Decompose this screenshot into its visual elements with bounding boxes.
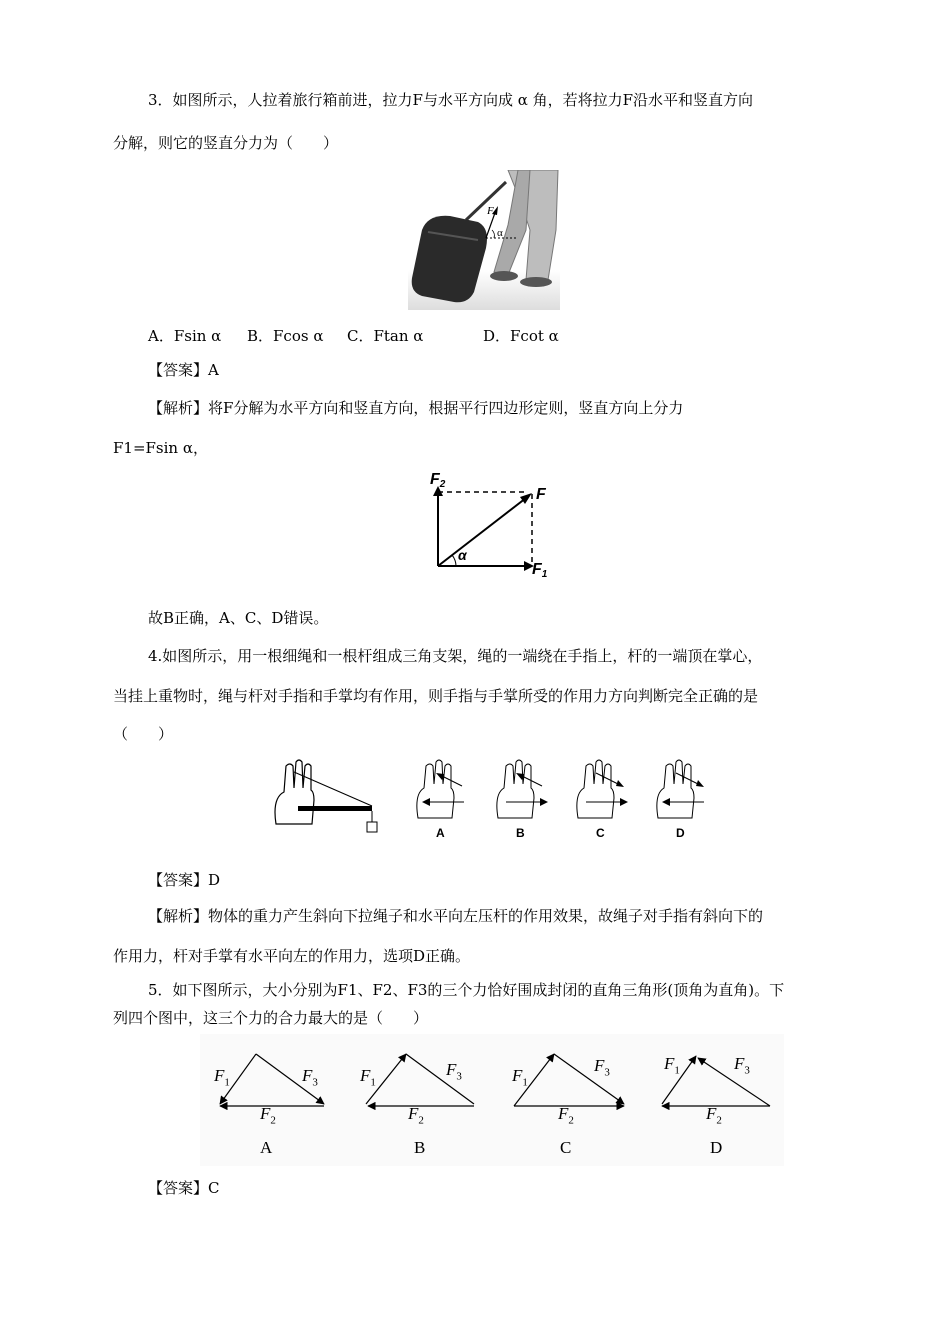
- tri-caption-a: A: [260, 1138, 273, 1157]
- hand-option-d: [657, 760, 704, 818]
- force-decomposition-diagram: [424, 470, 564, 582]
- q3-option-c: C．Ftan α: [347, 327, 424, 345]
- diagram-label-f2: F2: [430, 471, 446, 490]
- photo-label-f: F: [487, 205, 494, 217]
- tri-b-f3: $F_3$: [446, 1060, 462, 1083]
- triangle-figures: [200, 1034, 784, 1134]
- tri-d-f3: $F_3$: [734, 1054, 750, 1077]
- q3-line1: 3．如图所示，人拉着旅行箱前进，拉力F与水平方向成 α 角，若将拉力F沿水平和竖直方向: [148, 91, 754, 109]
- tri-caption-b: B: [414, 1138, 426, 1157]
- q3-option-b: B．Fcos α: [247, 327, 324, 345]
- tri-caption-d: D: [710, 1138, 723, 1157]
- tri-b-f1: $F_1$: [360, 1066, 376, 1089]
- q4-analysis-1: 【解析】物体的重力产生斜向下拉绳子和水平向左压杆的作用效果，故绳子对手指有斜向下的: [148, 907, 764, 925]
- q4-line2: 当挂上重物时，绳与杆对手指和手掌均有作用，则手指与手掌所受的作用力方向判断完全正确的是: [113, 687, 759, 705]
- tri-a-f1: $F_1$: [214, 1066, 230, 1089]
- tri-c-f3: $F_3$: [594, 1056, 610, 1079]
- diagram-label-alpha: α: [458, 547, 467, 563]
- q4-line1: 4.如图所示，用一根细绳和一根杆组成三角支架，绳的一端绕在手指上，杆的一端顶在掌心，: [148, 647, 763, 665]
- hand-option-b: [497, 760, 548, 818]
- diagram-label-f: F: [536, 486, 546, 503]
- q3-option-a: A．Fsin α: [148, 327, 222, 345]
- tri-a-f2: $F_2$: [260, 1104, 276, 1127]
- hand-caption-b: B: [516, 826, 525, 840]
- hand-option-a: [417, 760, 464, 818]
- q4-line3: （ ）: [113, 725, 174, 743]
- hand-caption-c: C: [596, 826, 605, 840]
- q3-option-d: D．Fcot α: [483, 327, 559, 345]
- diagram-label-f1: F1: [532, 561, 548, 580]
- tri-b-f2: $F_2$: [408, 1104, 424, 1127]
- q4-answer: 【答案】D: [148, 871, 221, 889]
- q3-answer: 【答案】A: [148, 361, 219, 379]
- q5-line1: 5．如下图所示，大小分别为F1、F2、F3的三个力恰好围成封闭的直角三角形(顶角为直角)。下: [148, 981, 785, 999]
- tri-d-f2: $F_2$: [706, 1104, 722, 1127]
- hand-caption-a: A: [436, 826, 445, 840]
- q3-analysis-3: 故B正确，A、C、D错误。: [148, 609, 329, 627]
- q3-line2: 分解，则它的竖直分力为（ ）: [113, 134, 339, 152]
- tri-caption-c: C: [560, 1138, 572, 1157]
- hand-option-c: [577, 760, 628, 818]
- suitcase-photo: [408, 170, 560, 310]
- q5-line2: 列四个图中，这三个力的合力最大的是（ ）: [113, 1009, 429, 1027]
- q3-analysis-2: F1=Fsin α，: [113, 439, 208, 457]
- q4-analysis-2: 作用力，杆对手掌有水平向左的作用力，选项D正确。: [113, 947, 471, 965]
- hand-caption-d: D: [676, 826, 685, 840]
- q3-analysis-1: 【解析】将F分解为水平方向和竖直方向，根据平行四边形定则，竖直方向上分力: [148, 399, 684, 417]
- q5-answer: 【答案】C: [148, 1179, 220, 1197]
- tri-d-f1: $F_1$: [664, 1054, 680, 1077]
- main-hand-illustration: [275, 760, 377, 832]
- photo-label-alpha: α: [497, 227, 503, 239]
- tri-c-f1: $F_1$: [512, 1066, 528, 1089]
- tri-a-f3: $F_3$: [302, 1066, 318, 1089]
- hand-figures: [268, 758, 708, 842]
- tri-c-f2: $F_2$: [558, 1104, 574, 1127]
